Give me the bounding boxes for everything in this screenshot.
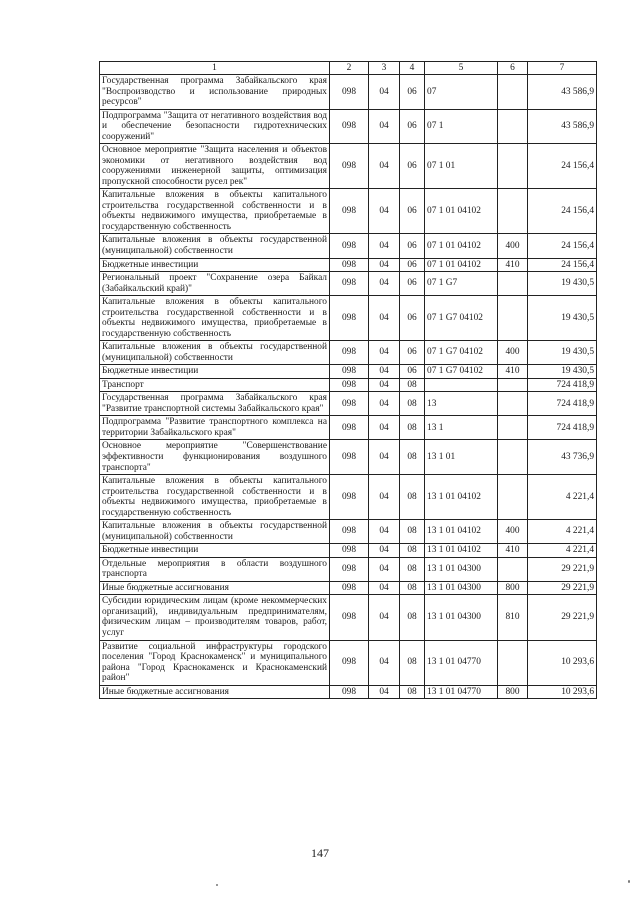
subsection-code-cell: 08 — [400, 685, 425, 699]
ministry-code-cell: 098 — [330, 341, 369, 365]
table-row — [100, 557, 597, 581]
subsection-code-cell: 06 — [400, 258, 425, 272]
row-name-cell: Транспорт — [100, 378, 330, 392]
expense-type-code-cell: 800 — [498, 581, 528, 595]
expense-type-code-cell — [498, 440, 528, 475]
column-header-1: 1 — [100, 62, 330, 75]
amount-cell: 4 221,4 — [528, 544, 597, 558]
scan-speck — [628, 880, 630, 883]
table-row — [100, 544, 597, 558]
target-article-code-cell: 13 1 01 04300 — [425, 581, 498, 595]
table-row — [100, 234, 597, 258]
target-article-code-cell: 07 1 — [425, 109, 498, 144]
subsection-code-cell: 08 — [400, 392, 425, 416]
target-article-code-cell: 13 — [425, 392, 498, 416]
section-code-cell: 04 — [369, 378, 400, 392]
expense-type-code-cell: 410 — [498, 544, 528, 558]
expense-type-code-cell — [498, 557, 528, 581]
subsection-code-cell: 08 — [400, 544, 425, 558]
table-row — [100, 189, 597, 234]
subsection-code-cell: 06 — [400, 296, 425, 341]
amount-cell: 10 293,6 — [528, 685, 597, 699]
amount-cell: 19 430,5 — [528, 296, 597, 341]
column-header-3: 3 — [369, 62, 400, 75]
expense-type-code-cell — [498, 109, 528, 144]
amount-cell: 4 221,4 — [528, 475, 597, 520]
row-name-cell: Бюджетные инвестиции — [100, 544, 330, 558]
section-code-cell: 04 — [369, 258, 400, 272]
subsection-code-cell: 08 — [400, 440, 425, 475]
target-article-code-cell: 07 — [425, 75, 498, 110]
target-article-code-cell: 13 1 01 04102 — [425, 544, 498, 558]
row-name-cell: Основное мероприятие "Защита населения и объектов экономики от негативного воздействия вод сооружениями инженерной защиты, оптимизация пропускной способности русел рек" — [100, 144, 330, 189]
section-code-cell: 04 — [369, 392, 400, 416]
table-row — [100, 581, 597, 595]
table-row — [100, 378, 597, 392]
amount-cell: 29 221,9 — [528, 595, 597, 640]
amount-cell: 24 156,4 — [528, 144, 597, 189]
table-row — [100, 258, 597, 272]
subsection-code-cell: 06 — [400, 109, 425, 144]
row-name-cell: Капитальные вложения в объекты капитального строительства государственной собственности и в объекты недвижимого имущества, приобретаемые в государственную собственность — [100, 296, 330, 341]
expense-type-code-cell — [498, 416, 528, 440]
amount-cell: 10 293,6 — [528, 640, 597, 685]
section-code-cell: 04 — [369, 557, 400, 581]
subsection-code-cell: 08 — [400, 640, 425, 685]
target-article-code-cell: 07 1 G7 04102 — [425, 341, 498, 365]
expense-type-code-cell: 810 — [498, 595, 528, 640]
amount-cell: 4 221,4 — [528, 520, 597, 544]
row-name-cell: Подпрограмма "Защита от негативного воздействия вод и обеспечение безопасности гидротехнических сооружений" — [100, 109, 330, 144]
column-header-5: 5 — [425, 62, 498, 75]
ministry-code-cell: 098 — [330, 475, 369, 520]
ministry-code-cell: 098 — [330, 544, 369, 558]
ministry-code-cell: 098 — [330, 296, 369, 341]
section-code-cell: 04 — [369, 234, 400, 258]
table-row — [100, 520, 597, 544]
ministry-code-cell: 098 — [330, 557, 369, 581]
row-name-cell: Подпрограмма "Развитие транспортного комплекса на территории Забайкальского края" — [100, 416, 330, 440]
expense-type-code-cell — [498, 392, 528, 416]
table-header-row — [100, 62, 597, 75]
ministry-code-cell: 098 — [330, 234, 369, 258]
subsection-code-cell: 06 — [400, 75, 425, 110]
section-code-cell: 04 — [369, 685, 400, 699]
row-name-cell: Отдельные мероприятия в области воздушного транспорта — [100, 557, 330, 581]
expense-type-code-cell: 800 — [498, 685, 528, 699]
section-code-cell: 04 — [369, 365, 400, 379]
amount-cell: 43 586,9 — [528, 109, 597, 144]
section-code-cell: 04 — [369, 416, 400, 440]
subsection-code-cell: 08 — [400, 595, 425, 640]
table-row — [100, 595, 597, 640]
row-name-cell: Государственная программа Забайкальского края "Воспроизводство и использование природных ресурсов" — [100, 75, 330, 110]
target-article-code-cell: 13 1 01 04300 — [425, 595, 498, 640]
subsection-code-cell: 06 — [400, 272, 425, 296]
target-article-code-cell: 13 1 01 04770 — [425, 640, 498, 685]
row-name-cell: Капитальные вложения в объекты государственной (муниципальной) собственности — [100, 520, 330, 544]
amount-cell: 29 221,9 — [528, 581, 597, 595]
target-article-code-cell: 07 1 01 04102 — [425, 189, 498, 234]
target-article-code-cell: 07 1 G7 — [425, 272, 498, 296]
row-name-cell: Региональный проект "Сохранение озера Байкал (Забайкальский край)" — [100, 272, 330, 296]
ministry-code-cell: 098 — [330, 109, 369, 144]
expense-type-code-cell — [498, 378, 528, 392]
target-article-code-cell: 07 1 01 — [425, 144, 498, 189]
scan-speck — [216, 884, 218, 886]
expense-type-code-cell — [498, 75, 528, 110]
subsection-code-cell: 06 — [400, 234, 425, 258]
subsection-code-cell: 06 — [400, 144, 425, 189]
table-row — [100, 365, 597, 379]
target-article-code-cell — [425, 378, 498, 392]
ministry-code-cell: 098 — [330, 520, 369, 544]
column-header-7: 7 — [528, 62, 597, 75]
amount-cell: 24 156,4 — [528, 258, 597, 272]
expense-type-code-cell — [498, 272, 528, 296]
table-row — [100, 296, 597, 341]
section-code-cell: 04 — [369, 544, 400, 558]
table-row — [100, 341, 597, 365]
target-article-code-cell: 13 1 01 04300 — [425, 557, 498, 581]
amount-cell: 724 418,9 — [528, 416, 597, 440]
column-header-4: 4 — [400, 62, 425, 75]
amount-cell: 24 156,4 — [528, 234, 597, 258]
subsection-code-cell: 08 — [400, 557, 425, 581]
table-row — [100, 392, 597, 416]
amount-cell: 724 418,9 — [528, 392, 597, 416]
ministry-code-cell: 098 — [330, 685, 369, 699]
ministry-code-cell: 098 — [330, 640, 369, 685]
section-code-cell: 04 — [369, 475, 400, 520]
ministry-code-cell: 098 — [330, 75, 369, 110]
table-row — [100, 109, 597, 144]
row-name-cell: Иные бюджетные ассигнования — [100, 581, 330, 595]
target-article-code-cell: 13 1 01 — [425, 440, 498, 475]
target-article-code-cell: 13 1 — [425, 416, 498, 440]
expense-type-code-cell: 410 — [498, 258, 528, 272]
table-row — [100, 640, 597, 685]
section-code-cell: 04 — [369, 144, 400, 189]
subsection-code-cell: 06 — [400, 341, 425, 365]
row-name-cell: Капитальные вложения в объекты государственной (муниципальной) собственности — [100, 341, 330, 365]
amount-cell: 19 430,5 — [528, 341, 597, 365]
target-article-code-cell: 07 1 01 04102 — [425, 258, 498, 272]
ministry-code-cell: 098 — [330, 365, 369, 379]
subsection-code-cell: 08 — [400, 416, 425, 440]
section-code-cell: 04 — [369, 189, 400, 234]
subsection-code-cell: 08 — [400, 520, 425, 544]
section-code-cell: 04 — [369, 341, 400, 365]
row-name-cell: Капитальные вложения в объекты капитального строительства государственной собственности и в объекты недвижимого имущества, приобретаемые в государственную собственность — [100, 189, 330, 234]
section-code-cell: 04 — [369, 640, 400, 685]
ministry-code-cell: 098 — [330, 595, 369, 640]
row-name-cell: Основное мероприятие "Совершенствование эффективности функционирования воздушного транспорта" — [100, 440, 330, 475]
row-name-cell: Развитие социальной инфраструктуры городского поселения "Город Краснокаменск" и муниципального района "Город Краснокаменск и Краснокаменский район" — [100, 640, 330, 685]
section-code-cell: 04 — [369, 75, 400, 110]
expense-type-code-cell: 400 — [498, 234, 528, 258]
subsection-code-cell: 08 — [400, 475, 425, 520]
section-code-cell: 04 — [369, 272, 400, 296]
table-row — [100, 475, 597, 520]
budget-table — [99, 61, 597, 699]
row-name-cell: Иные бюджетные ассигнования — [100, 685, 330, 699]
section-code-cell: 04 — [369, 520, 400, 544]
section-code-cell: 04 — [369, 296, 400, 341]
subsection-code-cell: 08 — [400, 581, 425, 595]
expense-type-code-cell — [498, 144, 528, 189]
row-name-cell: Бюджетные инвестиции — [100, 258, 330, 272]
ministry-code-cell: 098 — [330, 378, 369, 392]
expense-type-code-cell — [498, 189, 528, 234]
table-row — [100, 440, 597, 475]
target-article-code-cell: 07 1 G7 04102 — [425, 365, 498, 379]
expense-type-code-cell: 410 — [498, 365, 528, 379]
table-row — [100, 272, 597, 296]
table-body — [100, 75, 597, 699]
ministry-code-cell: 098 — [330, 392, 369, 416]
target-article-code-cell: 13 1 01 04770 — [425, 685, 498, 699]
row-name-cell: Капитальные вложения в объекты капитального строительства государственной собственности и в объекты недвижимого имущества, приобретаемые в государственную собственность — [100, 475, 330, 520]
expense-type-code-cell: 400 — [498, 520, 528, 544]
amount-cell: 19 430,5 — [528, 365, 597, 379]
expense-type-code-cell — [498, 640, 528, 685]
page-number: 147 — [311, 846, 329, 860]
target-article-code-cell: 07 1 G7 04102 — [425, 296, 498, 341]
amount-cell: 29 221,9 — [528, 557, 597, 581]
row-name-cell: Бюджетные инвестиции — [100, 365, 330, 379]
table-row — [100, 75, 597, 110]
section-code-cell: 04 — [369, 581, 400, 595]
column-header-2: 2 — [330, 62, 369, 75]
row-name-cell: Государственная программа Забайкальского края "Развитие транспортной системы Забайкальского края" — [100, 392, 330, 416]
amount-cell: 19 430,5 — [528, 272, 597, 296]
expense-type-code-cell — [498, 296, 528, 341]
subsection-code-cell: 08 — [400, 378, 425, 392]
section-code-cell: 04 — [369, 595, 400, 640]
expense-type-code-cell — [498, 475, 528, 520]
target-article-code-cell: 13 1 01 04102 — [425, 475, 498, 520]
column-header-6: 6 — [498, 62, 528, 75]
target-article-code-cell: 13 1 01 04102 — [425, 520, 498, 544]
ministry-code-cell: 098 — [330, 189, 369, 234]
section-code-cell: 04 — [369, 440, 400, 475]
amount-cell: 43 586,9 — [528, 75, 597, 110]
amount-cell: 724 418,9 — [528, 378, 597, 392]
row-name-cell: Капитальные вложения в объекты государственной (муниципальной) собственности — [100, 234, 330, 258]
subsection-code-cell: 06 — [400, 189, 425, 234]
table-row — [100, 685, 597, 699]
section-code-cell: 04 — [369, 109, 400, 144]
ministry-code-cell: 098 — [330, 416, 369, 440]
ministry-code-cell: 098 — [330, 144, 369, 189]
subsection-code-cell: 06 — [400, 365, 425, 379]
table-row — [100, 144, 597, 189]
amount-cell: 24 156,4 — [528, 189, 597, 234]
ministry-code-cell: 098 — [330, 258, 369, 272]
table-row — [100, 416, 597, 440]
row-name-cell: Субсидии юридическим лицам (кроме некоммерческих организаций), индивидуальным предпринимателям, физическим лицам – производителям товаров, работ, услуг — [100, 595, 330, 640]
expense-type-code-cell: 400 — [498, 341, 528, 365]
ministry-code-cell: 098 — [330, 440, 369, 475]
amount-cell: 43 736,9 — [528, 440, 597, 475]
ministry-code-cell: 098 — [330, 581, 369, 595]
target-article-code-cell: 07 1 01 04102 — [425, 234, 498, 258]
ministry-code-cell: 098 — [330, 272, 369, 296]
